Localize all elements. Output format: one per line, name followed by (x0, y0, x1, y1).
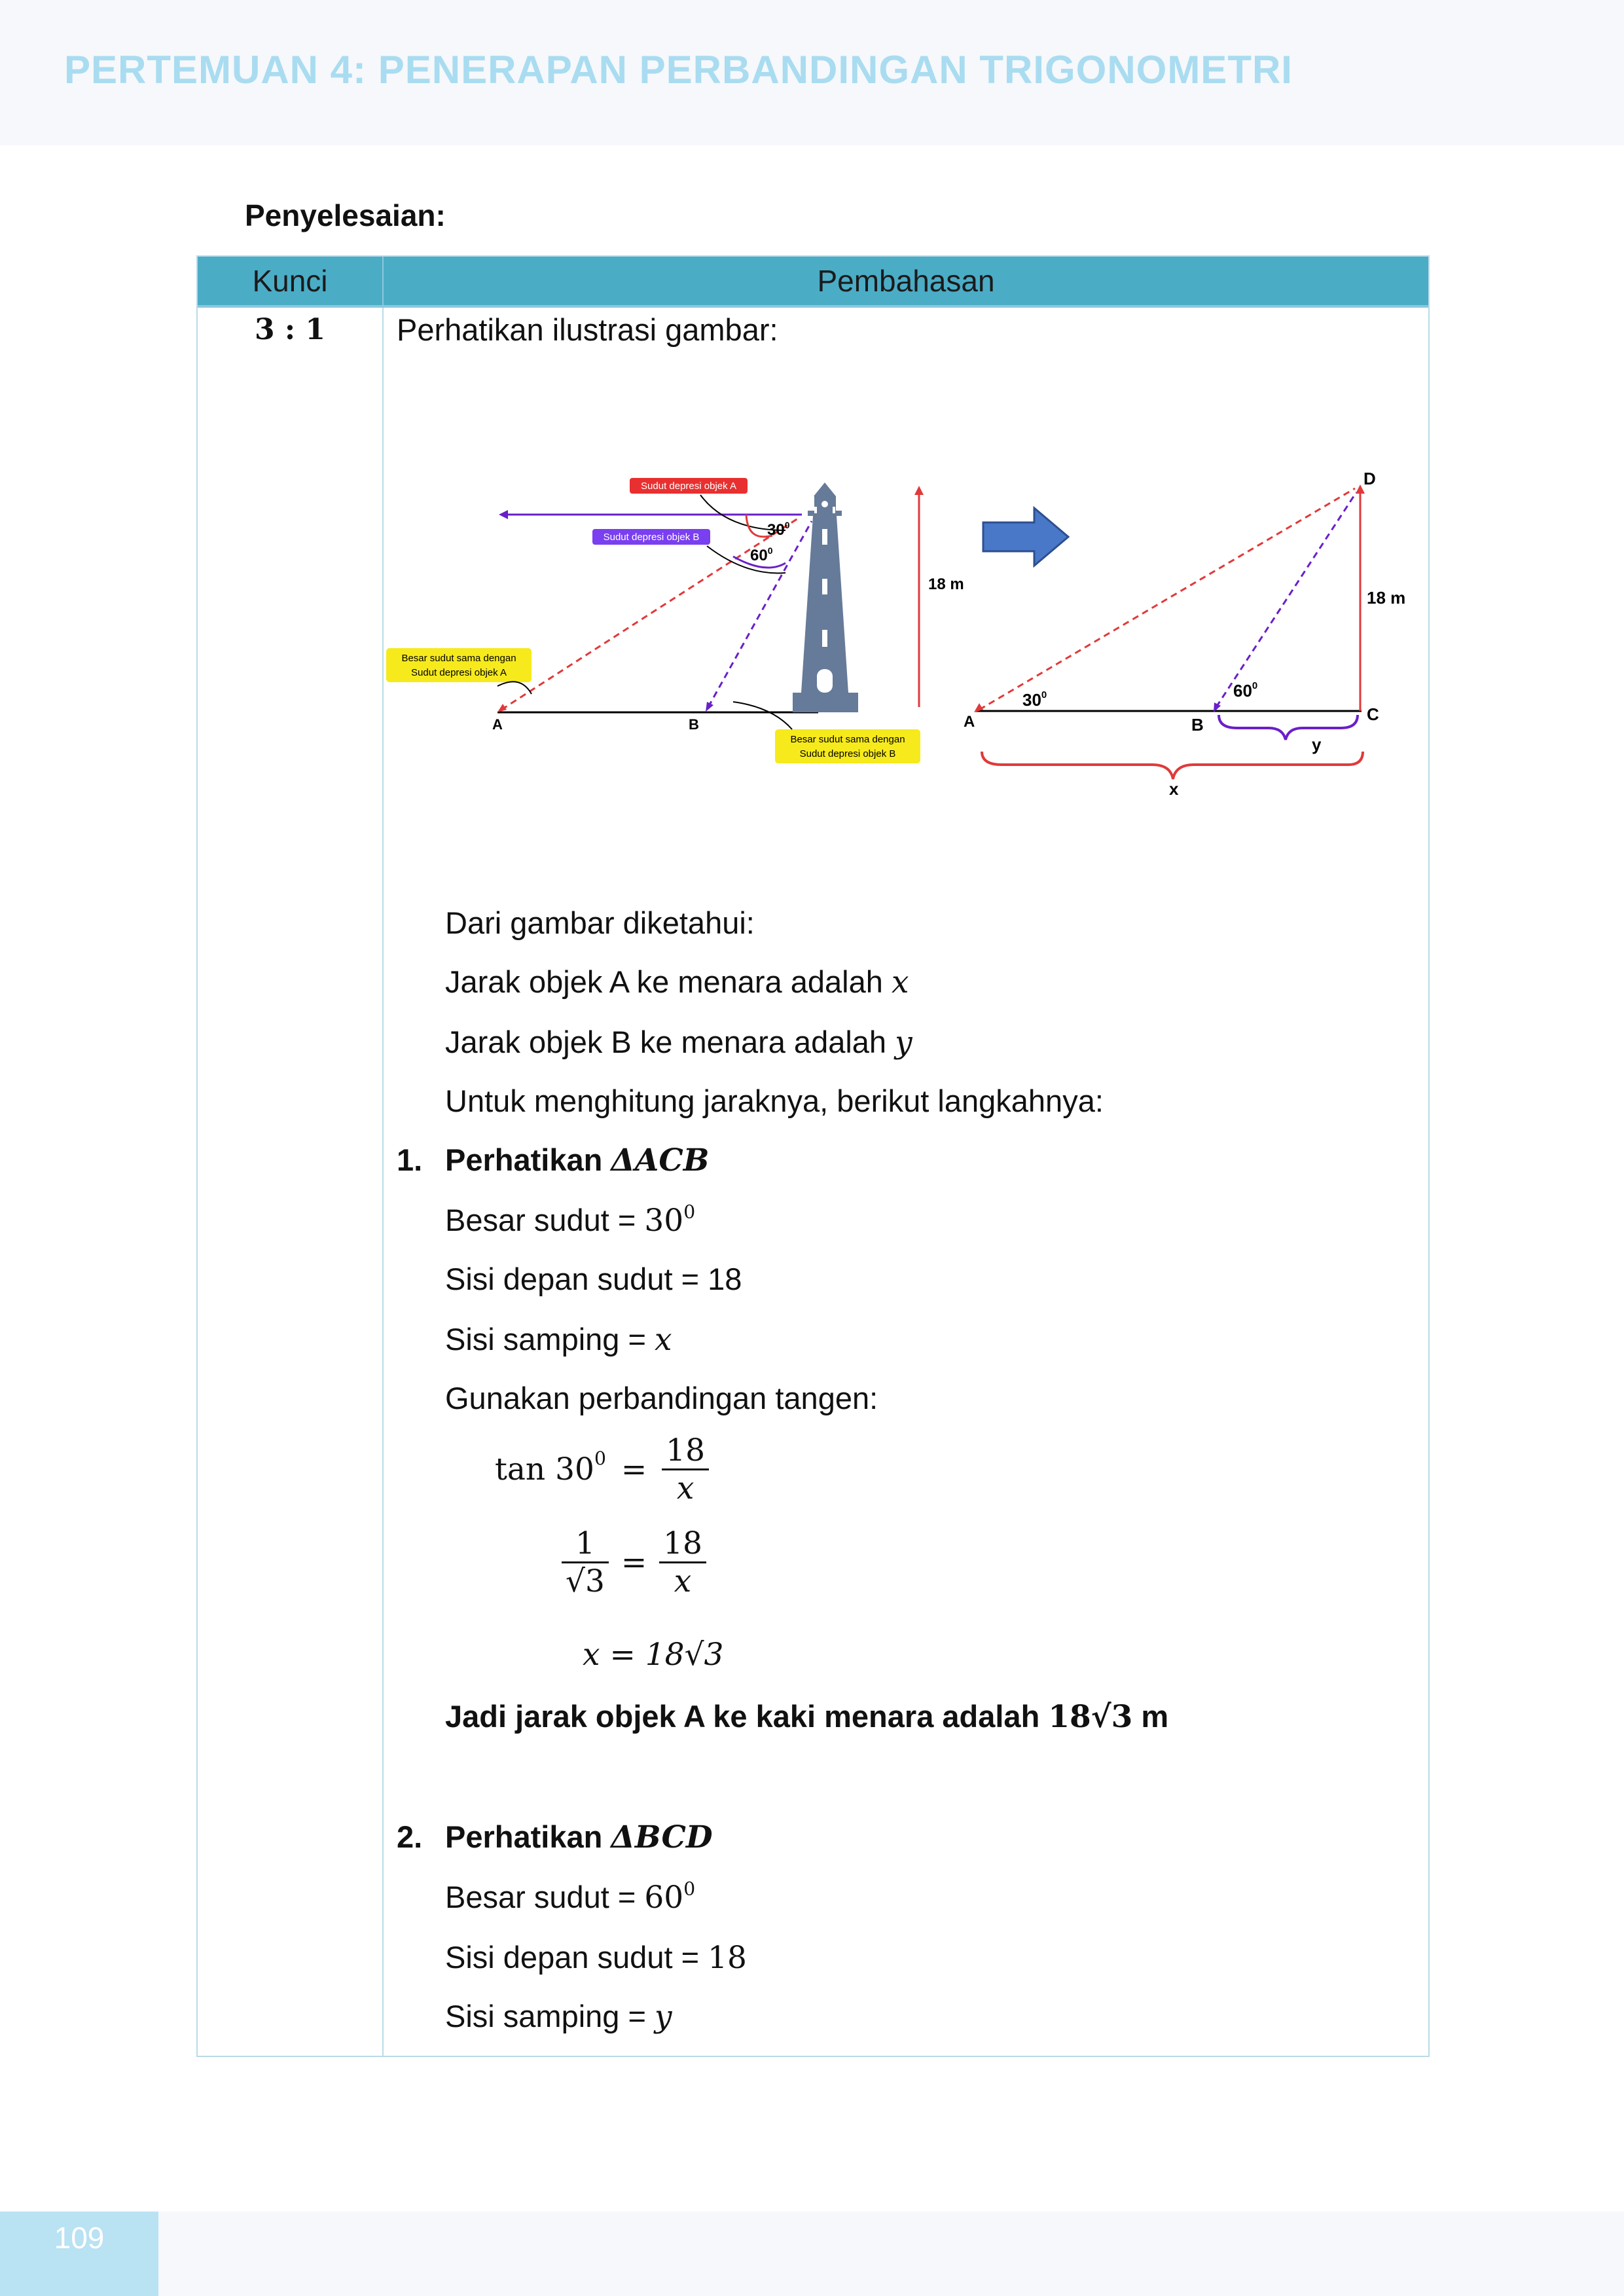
step1-adjacent: Sisi samping = x (445, 1322, 672, 1358)
equation-1: $\tan 30^0$ = $\frac{18}{x}$ (495, 1432, 709, 1506)
point-a-left: A (492, 716, 503, 733)
step1-number: 1. (397, 1142, 423, 1177)
known-title: Dari gambar diketahui: (445, 905, 755, 940)
step2-adjacent: Sisi samping = y (445, 1999, 672, 2035)
step1-conclusion: Jadi jarak objek A ke kaki menara adalah 18√3 m (445, 1699, 1169, 1735)
step1-title: Perhatikan ΔACB (445, 1142, 710, 1178)
header-divider (382, 257, 384, 308)
page-number: 109 (54, 2221, 105, 2255)
step1-opposite: Sisi depan sudut = 18 (445, 1262, 742, 1296)
step2-opposite: Sisi depan sudut = 18 (445, 1940, 747, 1976)
note-a-line2: Sudut depresi objek A (411, 667, 507, 678)
depresi-b-label: Sudut depresi objek B (603, 532, 700, 543)
page-header-title: PERTEMUAN 4: PENERAPAN PERBANDINGAN TRIGONOMETRI (64, 48, 1293, 92)
label-x: x (1169, 779, 1179, 799)
angle-30-left: $30^0$ (767, 520, 790, 539)
step2-number: 2. (397, 1819, 423, 1854)
note-b-line2: Sudut depresi objek B (799, 748, 896, 759)
height-label: 18 m (928, 575, 964, 593)
known-a: Jarak objek A ke menara adalah x (445, 964, 909, 1000)
point-b-right: B (1191, 715, 1204, 735)
angle-60-left: $60^0$ (750, 545, 773, 564)
note-b-line1: Besar sudut sama dengan (790, 734, 905, 745)
step1-angle: Besar sudut = $30^0$ (445, 1201, 696, 1239)
point-d: D (1363, 469, 1376, 488)
footer-band (0, 2212, 1624, 2296)
known-b: Jarak objek B ke menara adalah y (445, 1025, 912, 1061)
note-a-line1: Besar sudut sama dengan (401, 653, 516, 664)
lighthouse-figure (380, 458, 964, 773)
height-label-right: 18 m (1367, 588, 1406, 608)
point-c: C (1367, 704, 1379, 724)
depresi-a-label: Sudut depresi objek A (641, 481, 736, 492)
steps-intro: Untuk menghitung jaraknya, berikut langkahnya: (445, 1084, 1104, 1118)
header-pembahasan: Pembahasan (817, 264, 995, 298)
section-label: Penyelesaian: (245, 198, 446, 232)
answer-key: 3 : 1 (254, 313, 326, 346)
point-b-left: B (689, 716, 699, 733)
step1-method: Gunakan perbandingan tangen: (445, 1381, 878, 1415)
label-y: y (1312, 735, 1322, 754)
header-kunci: Kunci (252, 264, 328, 298)
angle-60-right: $60^0$ (1233, 680, 1258, 701)
intro-text: Perhatikan ilustrasi gambar: (397, 312, 778, 347)
triangle-figure (962, 458, 1434, 799)
angle-30-right: $30^0$ (1022, 689, 1047, 710)
step2-title: Perhatikan ΔBCD (445, 1819, 713, 1855)
point-a-right: A (964, 713, 975, 731)
equation-3: x = 18√3 (583, 1637, 724, 1673)
equation-2: $\frac{1}{√3}$ = $\frac{18}{x}$ (562, 1525, 706, 1599)
step2-angle: Besar sudut = $60^0$ (445, 1878, 696, 1916)
